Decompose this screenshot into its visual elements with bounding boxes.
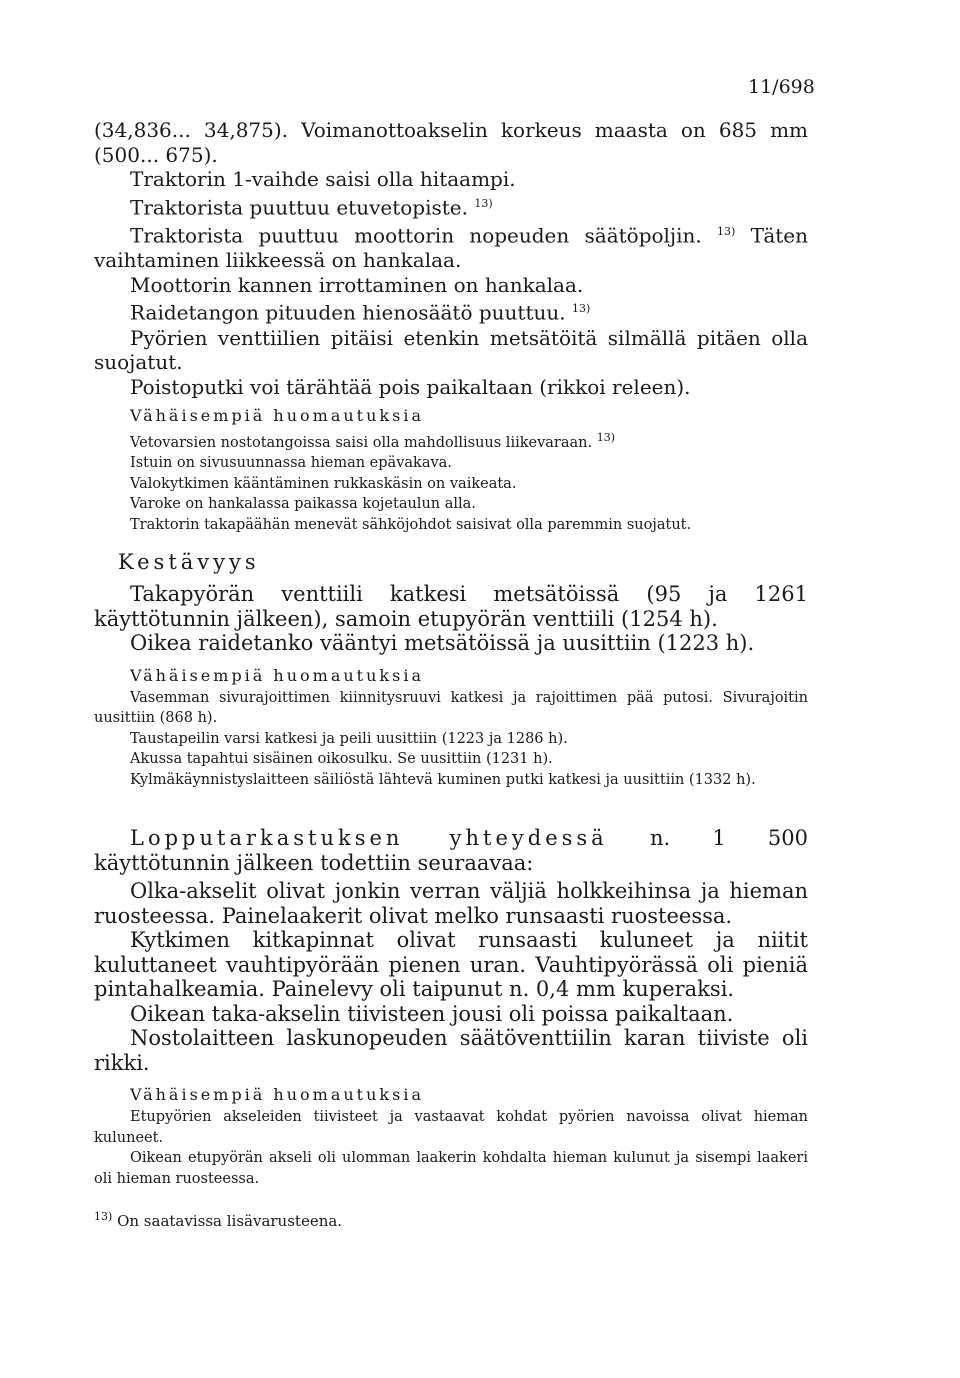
section-final-inspection <box>94 826 808 1189</box>
minor-remarks-heading: Vähäisempiä huomautuksia <box>130 405 424 425</box>
note: Kylmäkäynnistyslaitteen säiliöstä lähtevä kuminen putki katkesi ja uusittiin (1332 h). <box>130 771 756 788</box>
note: Akussa tapahtui sisäinen oikosulku. Se uusittiin (1231 h). <box>130 751 553 768</box>
footnote <box>94 1210 342 1230</box>
paragraph: Pyörien venttiilien pitäisi etenkin metsätöitä silmällä pitäen olla suojatut. <box>94 325 808 375</box>
footnote-mark: 13) <box>94 1210 113 1223</box>
paragraph: Olka-akselit olivat jonkin verran väljiä holkkeihinsa ja hieman ruosteessa. Painelaakerit olivat melko runsaasti ruosteessa. <box>94 879 808 928</box>
paragraph: Raidetangon pituuden hienosäätö puuttuu. $^{13)}$ <box>130 301 591 326</box>
section-tractor-remarks <box>94 118 808 535</box>
paragraph: Takapyörän venttiili katkesi metsätöissä (95 ja 1261 käyttötunnin jälkeen), samoin etupyörän venttiili (1254 h). <box>94 582 808 631</box>
section-durability <box>94 548 808 790</box>
footnote-ref: 13) <box>717 225 736 239</box>
final-inspection-intro: Lopputarkastuksen yhteydessä n. 1 500 käyttötunnin jälkeen todettiin seuraavaa: <box>94 826 808 875</box>
paragraph: Traktorin 1-vaihde saisi olla hitaampi. <box>130 167 516 192</box>
minor-remarks-heading: Vähäisempiä huomautuksia <box>130 1085 424 1104</box>
page-number: 11/698 <box>748 76 815 98</box>
footnote-ref: 13) <box>474 196 493 210</box>
note: Etupyörien akseleiden tiivisteet ja vastaavat kohdat pyörien navoissa olivat hieman kuluneet. <box>94 1109 808 1146</box>
note: Vasemman sivurajoittimen kiinnitysruuvi katkesi ja rajoittimen pää putosi. Sivurajoitin uusittiin (868 h). <box>94 689 808 727</box>
note: Taustapeilin varsi katkesi ja peili uusittiin (1223 ja 1286 h). <box>130 730 568 747</box>
minor-remarks-heading: Vähäisempiä huomautuksia <box>130 665 424 685</box>
paragraph: Poistoputki voi tärähtää pois paikaltaan (rikkoi releen). <box>130 374 691 399</box>
paragraph: Kytkimen kitkapinnat olivat runsaasti kuluneet ja niitit kuluttaneet vauhtipyörään pienen uran. Vauhtipyörässä oli pieniä pintahalkeamia. Painelevy oli taipunut n. 0,4 mm kuperaksi. <box>94 928 808 1001</box>
paragraph: (34,836... 34,875). Voimanottoakselin korkeus maasta on 685 mm (500... 675). <box>94 118 808 167</box>
note: Valokytkimen kääntäminen rukkaskäsin on vaikeata. <box>130 475 517 492</box>
paragraph: Oikea raidetanko vääntyi metsätöissä ja uusittiin (1223 h). <box>130 631 755 655</box>
paragraph: Traktorista puuttuu moottorin nopeuden säätöpoljin. $^{13)}$ Täten vaihtaminen liikkeessä on hankalaa. <box>94 223 809 273</box>
note: Varoke on hankalassa paikassa kojetaulun alla. <box>130 496 476 513</box>
note: Istuin on sivusuunnassa hieman epävakava. <box>130 454 452 471</box>
footnote-ref: 13) <box>571 302 591 316</box>
footnote-text: On saatavissa lisävarusteena. <box>117 1212 343 1230</box>
note: Vetovarsien nostotangoissa saisi olla mahdollisuus liikevaraan. $^{13)}$ <box>130 430 616 451</box>
paragraph: Traktorista puuttuu etuvetopiste. $^{13)}$ <box>130 195 493 220</box>
footnote-ref: 13) <box>596 430 616 444</box>
paragraph: Moottorin kannen irrottaminen on hankalaa. <box>130 272 584 297</box>
final-heading: Lopputarkastuksen yhteydessä <box>130 826 608 850</box>
durability-heading: Kestävyys <box>118 550 260 574</box>
note: Oikean etupyörän akseli oli ulomman laakerin kohdalta hieman kulunut ja sisempi laakeri oli hieman ruosteessa. <box>94 1150 808 1187</box>
paragraph: Nostolaitteen laskunopeuden säätöventtiilin karan tiiviste oli rikki. <box>94 1026 808 1075</box>
note: Traktorin takapäähän menevät sähköjohdot saisivat olla paremmin suojatut. <box>130 516 692 533</box>
paragraph: Oikean taka-akselin tiivisteen jousi oli poissa paikaltaan. <box>130 1001 734 1026</box>
